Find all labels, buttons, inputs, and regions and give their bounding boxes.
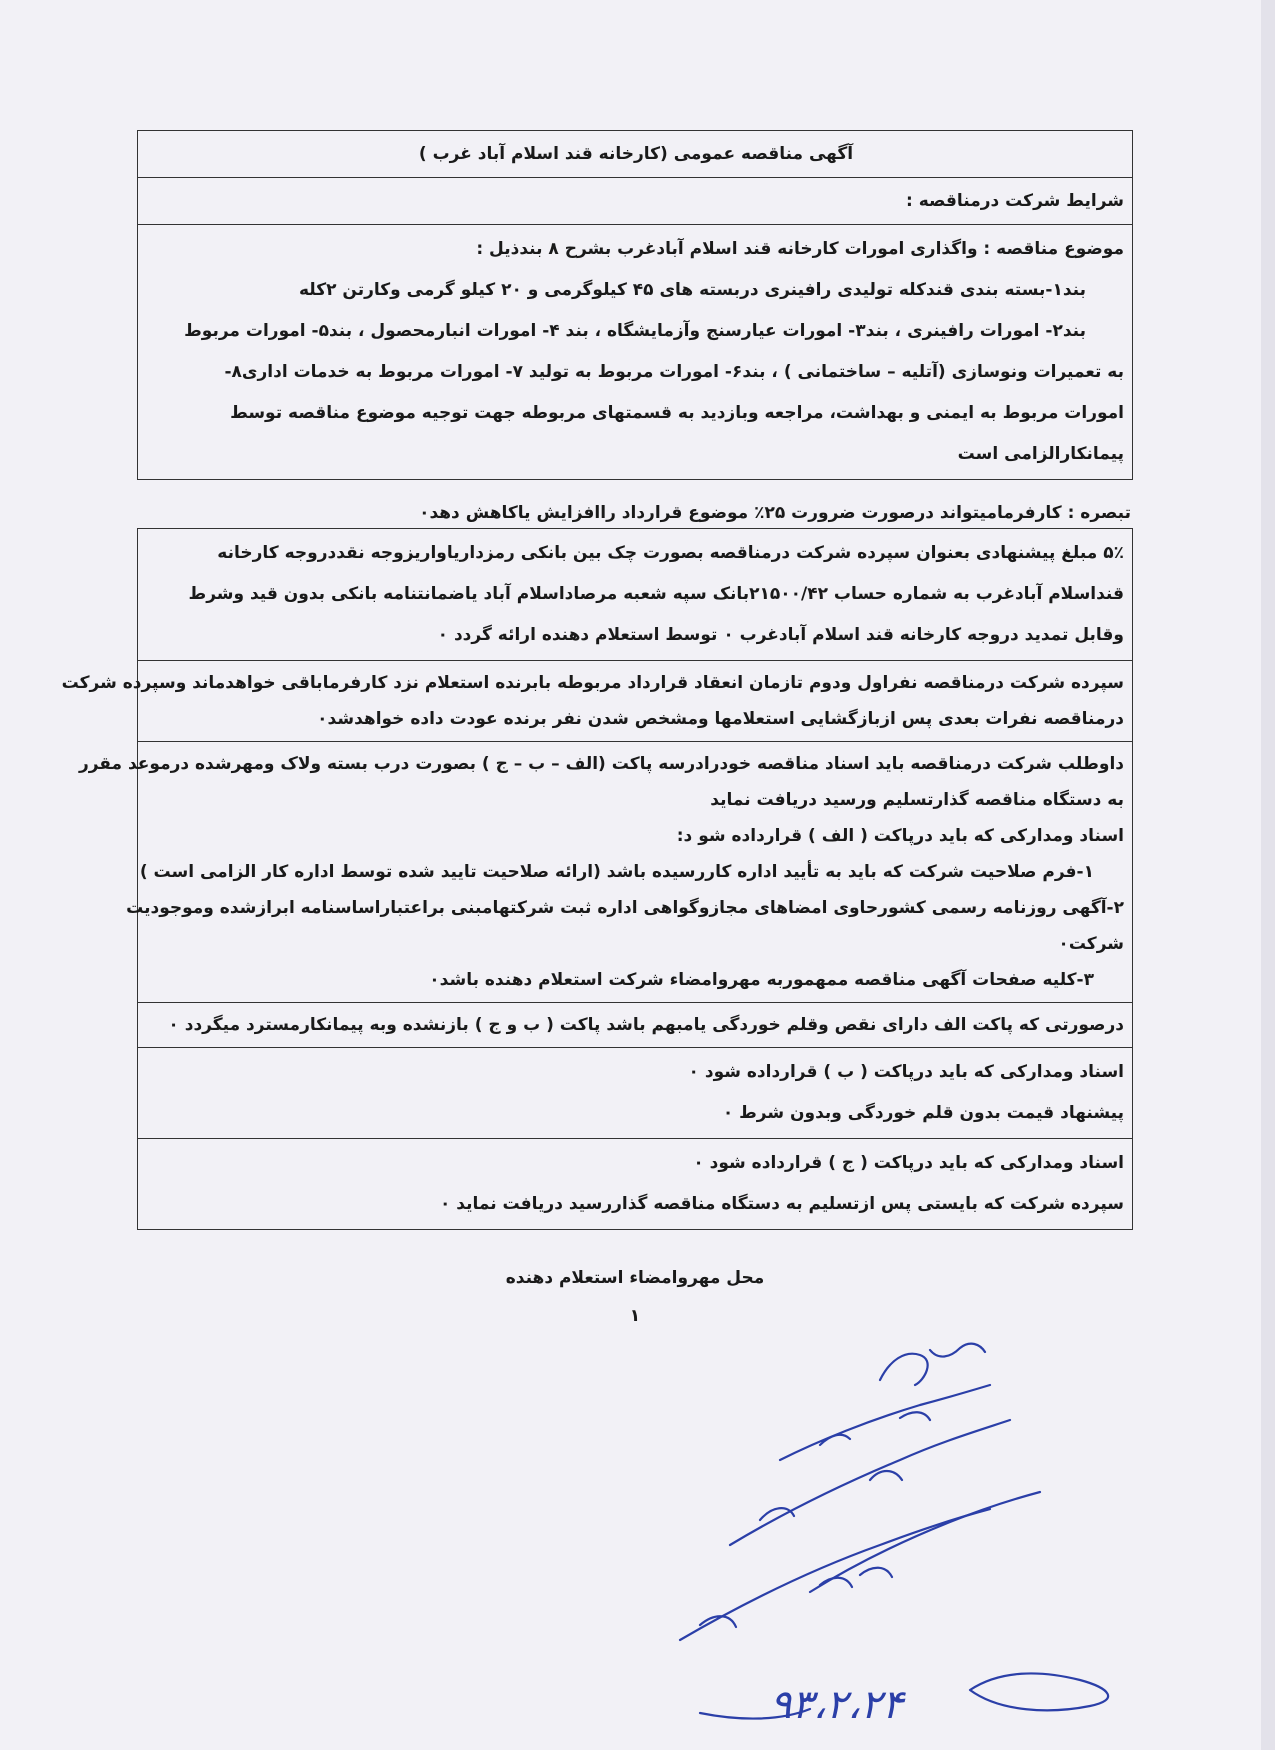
conditions-heading: شرایط شرکت درمناقصه :: [137, 178, 1133, 225]
subject-line: امورات مربوط به ایمنی و بهداشت، مراجعه وبازدید به قسمتهای مربوطه جهت توجیه موضوع مناقصه توسط: [230, 403, 1124, 423]
packet-c-section: [137, 1139, 1133, 1230]
packet-b-section: [137, 1048, 1133, 1139]
refund-line: درمناقصه نفرات بعدی پس ازبازگشایی استعلامها ومشخص شدن نفر برنده عودت داده خواهدشد٠: [317, 709, 1124, 729]
subject-section: [137, 225, 1133, 480]
page-edge: [1261, 0, 1275, 1750]
packet-c-line: سپرده شرکت که بایستی پس ازتسلیم به دستگاه مناقصه گذاررسید دریافت نماید ٠: [439, 1194, 1124, 1214]
submission-line: به دستگاه مناقصه گذارتسلیم ورسید دریافت نماید: [710, 790, 1124, 810]
packet-a-item: شرکت٠: [1058, 934, 1124, 954]
submission-line: داوطلب شرکت درمناقصه باید اسناد مناقصه خودرادرسه پاکت (الف – ب – ج ) بصورت درب بسته ولاک ومهرشده درموعد مقرر: [78, 754, 1124, 774]
packet-a-item: ۱-فرم صلاحیت شرکت که باید به تأیید اداره کاررسیده باشد (ارائه صلاحیت تایید شده توسط اداره کار الزامی است ): [139, 862, 1094, 882]
deposit-line: ۵٪ مبلغ پیشنهادی بعنوان سپرده شرکت درمناقصه بصورت چک بین بانکی رمزداریاواریزوجه نقددروجه کارخانه: [217, 543, 1124, 563]
tender-title: آگهی مناقصه عمومی (کارخانه قند اسلام آباد غرب ): [137, 130, 1133, 178]
submission-line: اسناد ومدارکی که باید درپاکت ( الف ) قرارداده شو د:: [676, 826, 1124, 846]
note-line: تبصره : کارفرمامیتواند درصورت ضرورت ۲۵٪ موضوع قرارداد راافزایش یاکاهش دهد٠: [419, 503, 1131, 523]
subject-line: بند۲- امورات رافینری ، بند۳- امورات عیارسنج وآزمایشگاه ، بند ۴- امورات انبارمحصول ، بند۵- امورات مربوط: [184, 321, 1086, 341]
page-number: ۱: [629, 1306, 641, 1326]
submission-section: [78, 742, 1133, 1003]
packet-a-item: ۳-کلیه صفحات آگهی مناقصه ممهموربه مهروامضاء شرکت استعلام دهنده باشد٠: [429, 970, 1094, 990]
signature-place-label: محل مهروامضاء استعلام دهنده: [505, 1268, 765, 1288]
refund-line: سپرده شرکت درمناقصه نفراول ودوم تازمان انعقاد قرارداد مربوطه بابرنده استعلام نزد کارفرماباقی خواهدماند وسپرده شرکت: [61, 673, 1124, 693]
tender-table-continued: [61, 528, 1133, 1230]
deposit-line: قنداسلام آبادغرب به شماره حساب ۲۱۵۰۰/۴۲بانک سپه شعبه مرصاداسلام آباد یاضمانتنامه بانکی بدون قید وشرط: [188, 584, 1124, 604]
defect-section: درصورتی که پاکت الف دارای نقص وقلم خوردگی یامبهم باشد پاکت ( ب و ج ) بازنشده وبه پیمانکارمسترد میگردد ٠: [137, 1003, 1133, 1048]
subject-heading: موضوع مناقصه : واگذاری امورات کارخانه قند اسلام آبادغرب بشرح ۸ بندذیل :: [476, 239, 1124, 259]
subject-line: بند۱-بسته بندی قندکله تولیدی رافینری دربسته های ۴۵ کیلوگرمی و ۲۰ کیلو گرمی وکارتن ۲کله: [298, 280, 1086, 300]
refund-section: [61, 661, 1133, 742]
subject-line: پیمانکارالزامی است: [957, 444, 1124, 464]
packet-b-line: پیشنهاد قیمت بدون قلم خوردگی وبدون شرط ٠: [722, 1103, 1124, 1123]
subject-line: به تعمیرات ونوسازی (آتلیه – ساختمانی ) ، بند۶- امورات مربوط به تولید ۷- امورات مربوط به خدمات اداری۸-: [224, 362, 1124, 382]
deposit-section: [137, 528, 1133, 661]
svg-text:۹۳،۲،۲۴: ۹۳،۲،۲۴: [770, 1682, 904, 1728]
packet-c-line: اسناد ومدارکی که باید درپاکت ( ج ) قرارداده شود ٠: [693, 1153, 1124, 1173]
packet-a-item: ۲-آگهی روزنامه رسمی کشورحاوی امضاهای مجازوگواهی اداره ثبت شرکتهامبنی براعتباراساسنامه ابرازشده وموجودیت: [126, 898, 1124, 918]
deposit-line: وقابل تمدید دروجه کارخانه قند اسلام آبادغرب ٠ توسط استعلام دهنده ارائه گردد ٠: [437, 625, 1124, 645]
tender-table: [137, 130, 1133, 480]
packet-b-line: اسناد ومدارکی که باید درپاکت ( ب ) قرارداده شود ٠: [688, 1062, 1124, 1082]
